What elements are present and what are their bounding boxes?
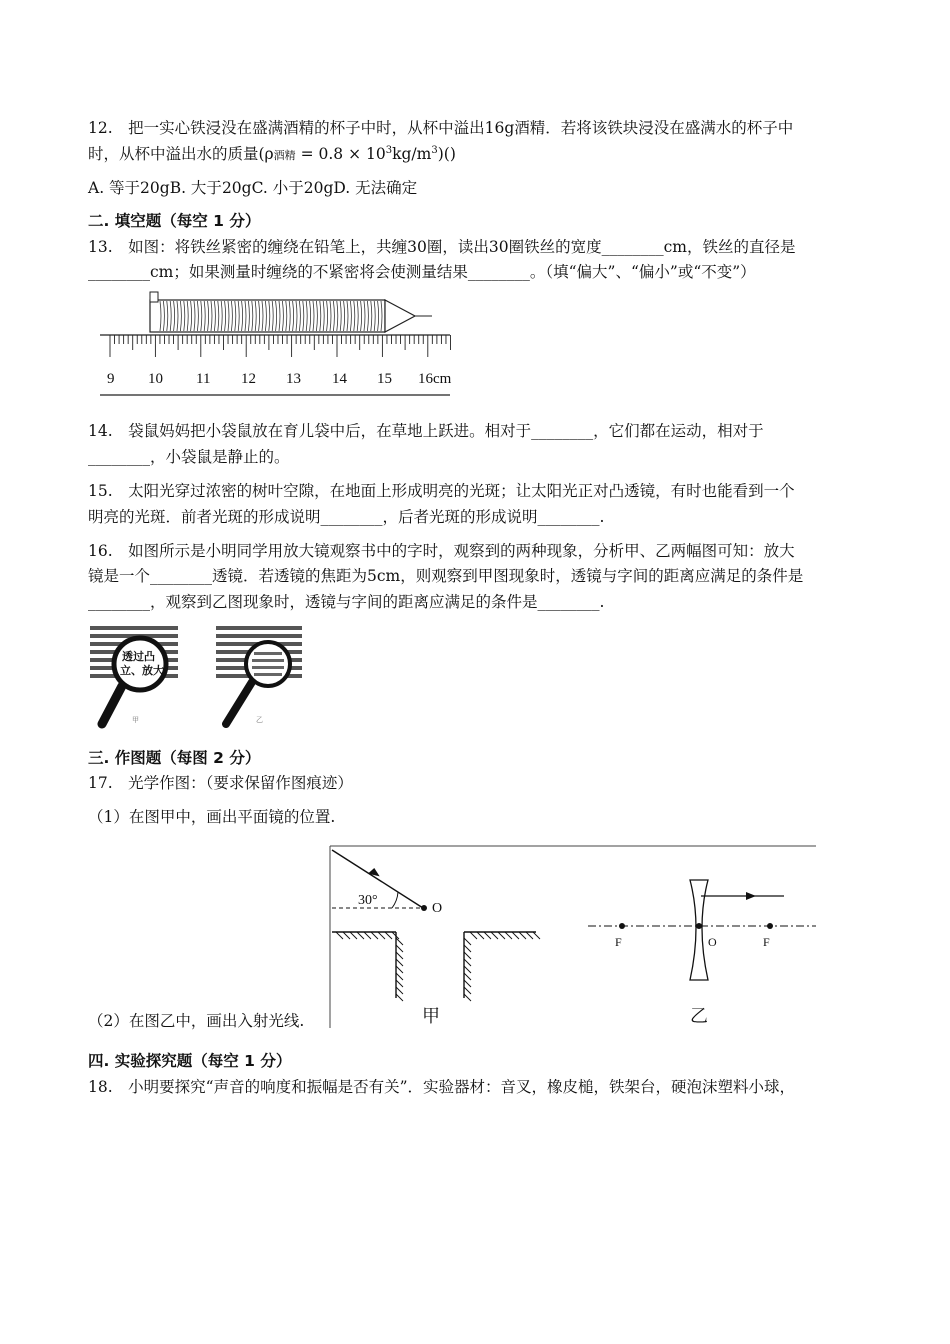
svg-text:透过凸: 透过凸 — [122, 651, 155, 663]
focus-f-right: F — [763, 935, 770, 949]
q12-line2-pre: 时，从杯中溢出水的质量(ρ — [88, 145, 274, 163]
section2-title: 二. 填空题（每空 1 分） — [88, 212, 261, 230]
fig-b-label: 乙 — [256, 716, 263, 724]
q12-unit: kg/m — [392, 145, 432, 163]
magnifier-figure-a — [88, 622, 188, 732]
q12-options: A. 等于20gB. 大于20gC. 小于20gD. 无法确定 — [88, 179, 418, 197]
point-o-jia: O — [432, 901, 443, 916]
label-jia: 甲 — [422, 1006, 440, 1026]
q13-line2: ________cm；如果测量时缠绕的不紧密将会使测量结果________。（填“偏大”、“偏小”或“不变”） — [88, 263, 756, 281]
q14-line2: ________，小袋鼠是静止的。 — [88, 448, 290, 466]
q17-part1: （1）在图甲中，画出平面镜的位置. — [88, 808, 336, 826]
q17-line1: 17. 光学作图：（要求保留作图痕迹） — [88, 774, 353, 792]
q16-line1: 16. 如图所示是小明同学用放大镜观察书中的字时，观察到的两种现象，分析甲、乙两幅图可知：放大 — [88, 542, 795, 560]
q15-line1: 15. 太阳光穿过浓密的树叶空隙，在地面上形成明亮的光斑；让太阳光正对凸透镜，有时也能看到一个 — [88, 482, 795, 500]
fig-a-label: 甲 — [132, 716, 139, 724]
section3-title: 三. 作图题（每图 2 分） — [88, 749, 261, 767]
focus-f-left: F — [615, 935, 622, 949]
q12-exponent-2: 3 — [431, 144, 438, 156]
section4-title: 四. 实验探究题（每空 1 分） — [88, 1052, 292, 1070]
q13-line1: 13. 如图：将铁丝紧密的缠绕在铅笔上，共缠30圈，读出30圈铁丝的宽度________cm，铁丝的直径是 — [88, 238, 796, 256]
magnifier-figure-b — [212, 622, 312, 732]
q12-line2-post: )() — [437, 145, 456, 163]
svg-text:立、放大: 立、放大 — [120, 665, 164, 677]
point-o-yi: O — [708, 935, 717, 949]
q15-line2: 明亮的光斑．前者光斑的形成说明________，后者光斑的形成说明________. — [88, 508, 605, 526]
q17-part2: （2）在图乙中，画出入射光线. — [88, 1012, 305, 1030]
ruler-label: 9 — [107, 371, 115, 387]
pencil-ruler-figure — [100, 290, 460, 400]
q12-density-subscript: 酒精 — [273, 149, 296, 162]
ruler-label: 15 — [377, 371, 392, 387]
label-yi: 乙 — [690, 1006, 708, 1026]
ruler-label: 13 — [286, 371, 301, 387]
ruler-label: 11 — [196, 371, 211, 387]
q14-line1: 14. 袋鼠妈妈把小袋鼠放在育儿袋中后，在草地上跃进。相对于________，它们都在运动，相对于 — [88, 422, 764, 440]
ruler-label: 14 — [332, 371, 347, 387]
ruler-label: 10 — [148, 371, 163, 387]
q12-line2-mid: = 0.8 × 10 — [295, 145, 386, 163]
ruler-label: 12 — [241, 371, 256, 387]
ruler-label: 16cm — [418, 371, 452, 387]
optics-figure — [330, 846, 816, 1028]
q12-line2 — [88, 144, 456, 166]
q16-line2: 镜是一个________透镜．若透镜的焦距为5cm，则观察到甲图现象时，透镜与字间的距离应满足的条件是 — [88, 567, 804, 585]
q12-line1: 12. 把一实心铁浸没在盛满酒精的杯子中时，从杯中溢出16g酒精．若将该铁块浸没在盛满水的杯子中 — [88, 119, 794, 137]
q12-exponent-1: 3 — [385, 144, 393, 156]
q18-line1: 18. 小明要探究“声音的响度和振幅是否有关”．实验器材：音叉，橡皮槌，铁架台，硬泡沫塑料小球， — [88, 1078, 796, 1096]
q16-line3: ________，观察到乙图现象时，透镜与字间的距离应满足的条件是________. — [88, 593, 605, 611]
angle-label: 30° — [358, 893, 378, 908]
